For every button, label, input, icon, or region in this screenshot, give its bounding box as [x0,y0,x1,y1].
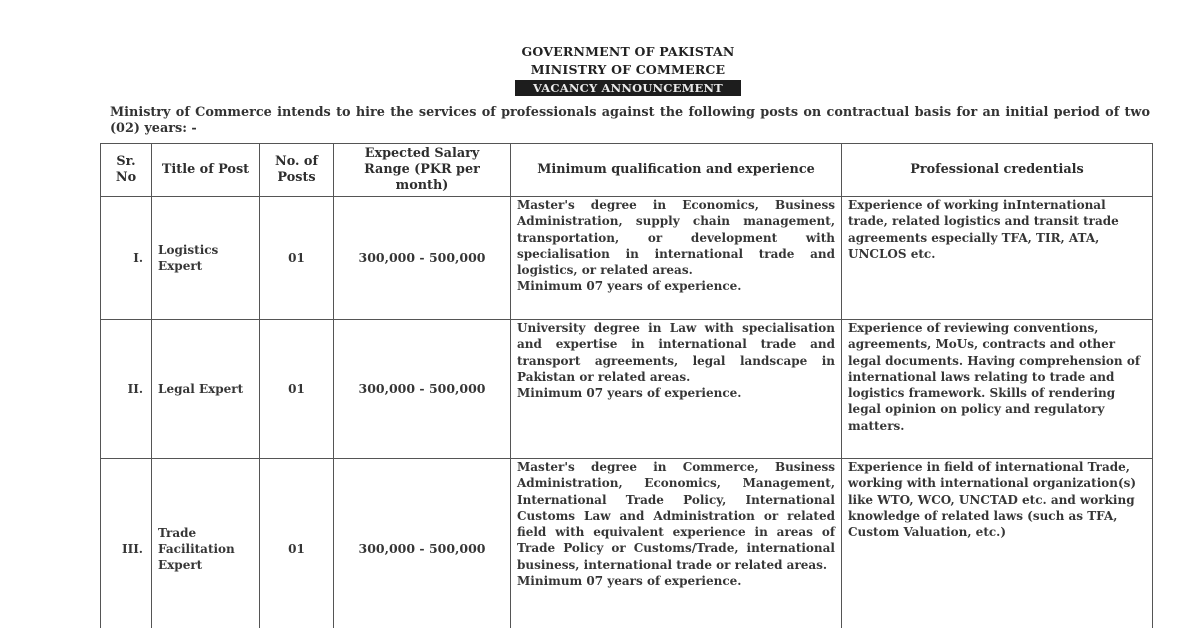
column-header-sr-no: Sr. No [101,144,152,197]
posts-count-cell: 01 [260,320,334,459]
credentials-cell: Experience in field of international Trade, working with international organization(s) like WTO, WCO, UNCTAD etc. and working knowledge of related laws (such as TFA, Custom Valuation, etc.) [842,459,1153,628]
minimum-experience-text: Minimum 07 years of experience. [517,279,742,294]
posts-count-cell: 01 [260,197,334,320]
salary-cell: 300,000 - 500,000 [334,197,511,320]
qualification-cell [511,459,842,628]
table-header-row [101,144,1153,197]
sr-no-cell: II. [101,320,152,459]
column-header-title: Title of Post [152,144,260,197]
salary-cell: 300,000 - 500,000 [334,459,511,628]
column-header-credentials: Professional credentials [842,144,1153,197]
table-row [101,197,1153,320]
vacancy-table [100,143,1153,628]
post-title-cell: Logistics Expert [152,197,260,320]
post-title-cell: Legal Expert [152,320,260,459]
qualification-text: Master's degree in Commerce, Business Administration, Economics, Management, International Trade Policy, International Customs Law and Administration or related field with equivalent experience in areas of Trade Policy or Customs/Trade, international business, international trade or related areas. [517,460,835,572]
qualification-text: University degree in Law with specialisation and expertise in international trade and transport agreements, legal landscape in Pakistan or related areas. [517,321,835,384]
column-header-qualification: Minimum qualification and experience [511,144,842,197]
credentials-cell: Experience of reviewing conventions, agreements, MoUs, contracts and other legal documents. Having comprehension of international laws relating to trade and logistics framework. Skills of rendering legal opinion on policy and regulatory matters. [842,320,1153,459]
ministry-heading: MINISTRY OF COMMERCE [530,62,726,77]
table-row [101,459,1153,628]
salary-cell: 300,000 - 500,000 [334,320,511,459]
posts-count-cell: 01 [260,459,334,628]
table-row [101,320,1153,459]
sr-no-cell: I. [101,197,152,320]
qualification-text: Master's degree in Economics, Business Administration, supply chain management, transportation, or development with specialisation in international trade and logistics, or related areas. [517,198,835,278]
intro-paragraph: Ministry of Commerce intends to hire the services of professionals against the following posts on contractual basis for an initial period of two (02) years: - [110,105,1150,136]
post-title-cell: Trade Facilitation Expert [152,459,260,628]
minimum-experience-text: Minimum 07 years of experience. [517,574,742,589]
vacancy-announcement-heading: VACANCY ANNOUNCEMENT [515,80,741,96]
qualification-cell [511,320,842,459]
sr-no-cell: III. [101,459,152,628]
government-heading: GOVERNMENT OF PAKISTAN [521,44,735,59]
column-header-salary: Expected Salary Range (PKR per month) [334,144,511,197]
credentials-cell: Experience of working inInternational trade, related logistics and transit trade agreements especially TFA, TIR, ATA, UNCLOS etc. [842,197,1153,320]
qualification-cell [511,197,842,320]
minimum-experience-text: Minimum 07 years of experience. [517,386,742,401]
column-header-posts: No. of Posts [260,144,334,197]
